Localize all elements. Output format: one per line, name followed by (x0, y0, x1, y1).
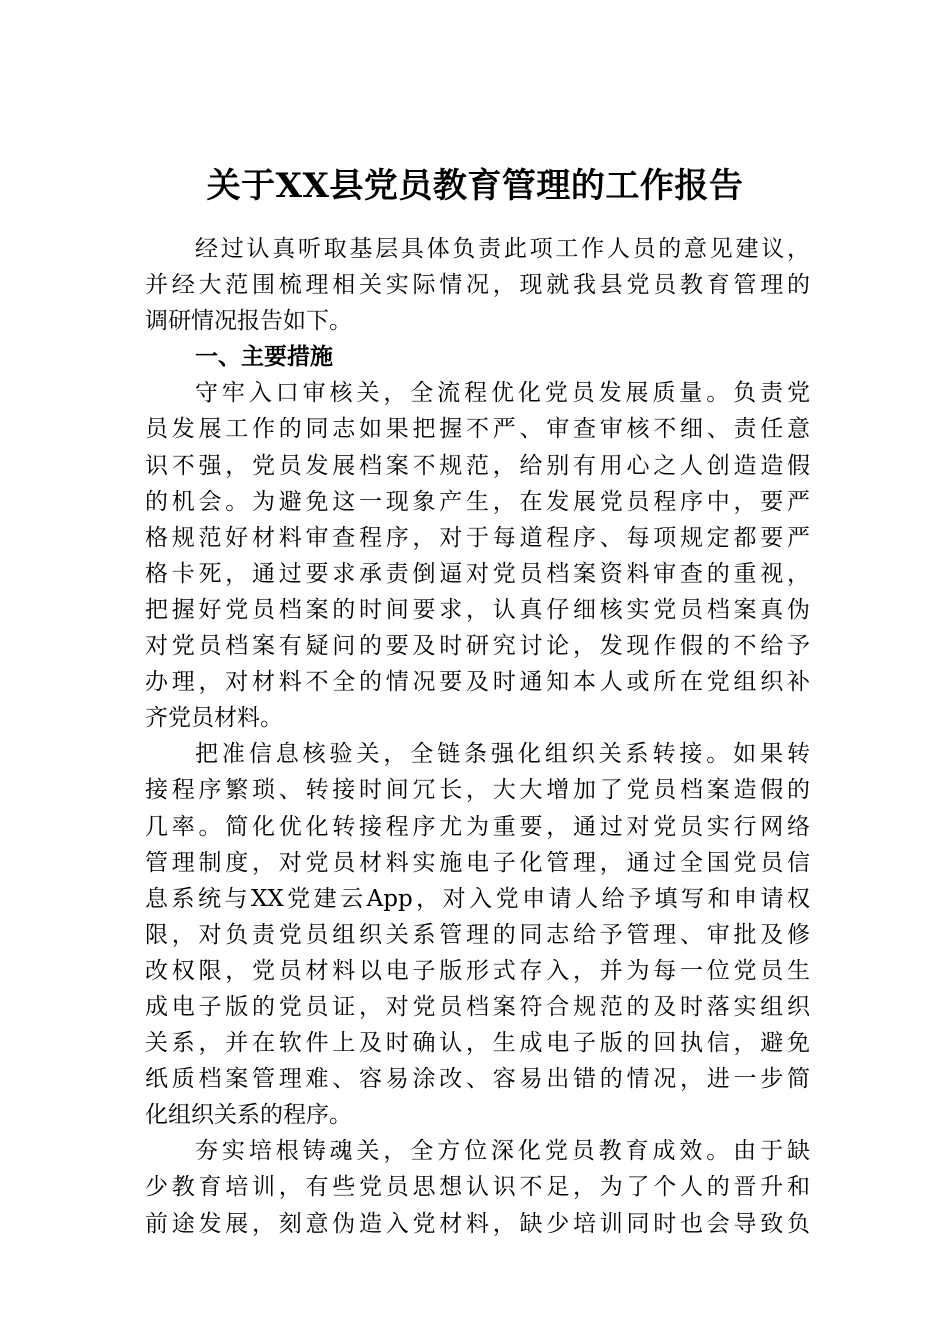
paragraph-line: 对党员档案有疑问的要及时研究讨论，发现作假的不给予 (145, 633, 810, 660)
paragraph-line: 几率。简化优化转接程序尤为重要，通过对党员实行网络 (145, 813, 810, 840)
paragraph-line: 调研情况报告如下。 (145, 308, 352, 335)
paragraph-line: 齐党员材料。 (145, 705, 283, 732)
paragraph-line: 办理，对材料不全的情况要及时通知本人或所在党组织补 (145, 669, 810, 696)
paragraph-line: 的机会。为避免这一现象产生，在发展党员程序中，要严 (145, 488, 810, 515)
paragraph-line: 经过认真听取基层具体负责此项工作人员的意见建议， (195, 236, 810, 262)
paragraph-line: 把准信息核验关，全链条强化组织关系转接。如果转 (195, 741, 810, 768)
paragraph-line: 少教育培训，有些党员思想认识不足，为了个人的晋升和 (145, 1174, 810, 1201)
paragraph-line: 成电子版的党员证，对党员档案符合规范的及时落实组织 (145, 993, 810, 1020)
paragraph-line: 限，对负责党员组织关系管理的同志给予管理、审批及修 (145, 921, 810, 948)
document-body (145, 231, 810, 1242)
paragraph-line: 员发展工作的同志如果把握不严、审查审核不细、责任意 (145, 416, 810, 443)
paragraph-line: 管理制度，对党员材料实施电子化管理，通过全国党员信 (145, 849, 810, 876)
paragraph-line: 息系统与XX党建云App，对入党申请人给予填写和申请权 (145, 885, 810, 912)
paragraph-line: 关系，并在软件上及时确认，生成电子版的回执信，避免 (145, 1030, 810, 1057)
paragraph-line: 化组织关系的程序。 (145, 1102, 352, 1129)
paragraph-line: 格卡死，通过要求承责倒逼对党员档案资料审查的重视， (145, 560, 810, 587)
paragraph-line: 接程序繁琐、转接时间冗长，大大增加了党员档案造假的 (145, 777, 810, 804)
paragraph-line: 纸质档案管理难、容易涂改、容易出错的情况，进一步简 (145, 1066, 810, 1093)
paragraph-line: 守牢入口审核关，全流程优化党员发展质量。负责党 (195, 380, 810, 407)
paragraph-line: 并经大范围梳理相关实际情况，现就我县党员教育管理的 (145, 272, 810, 299)
paragraph-line: 改权限，党员材料以电子版形式存入，并为每一位党员生 (145, 957, 810, 984)
document-title: 关于XX县党员教育管理的工作报告 (206, 166, 744, 206)
paragraph-line: 格规范好材料审查程序，对于每道程序、每项规定都要严 (145, 524, 810, 551)
paragraph-line: 前途发展，刻意伪造入党材料，缺少培训同时也会导致负 (145, 1210, 810, 1237)
paragraph-line: 识不强，党员发展档案不规范，给别有用心之人创造造假 (145, 452, 810, 479)
section-heading: 一、主要措施 (195, 343, 333, 371)
paragraph-line: 把握好党员档案的时间要求，认真仔细核实党员档案真伪 (145, 596, 810, 623)
paragraph-line: 夯实培根铸魂关，全方位深化党员教育成效。由于缺 (195, 1138, 810, 1165)
